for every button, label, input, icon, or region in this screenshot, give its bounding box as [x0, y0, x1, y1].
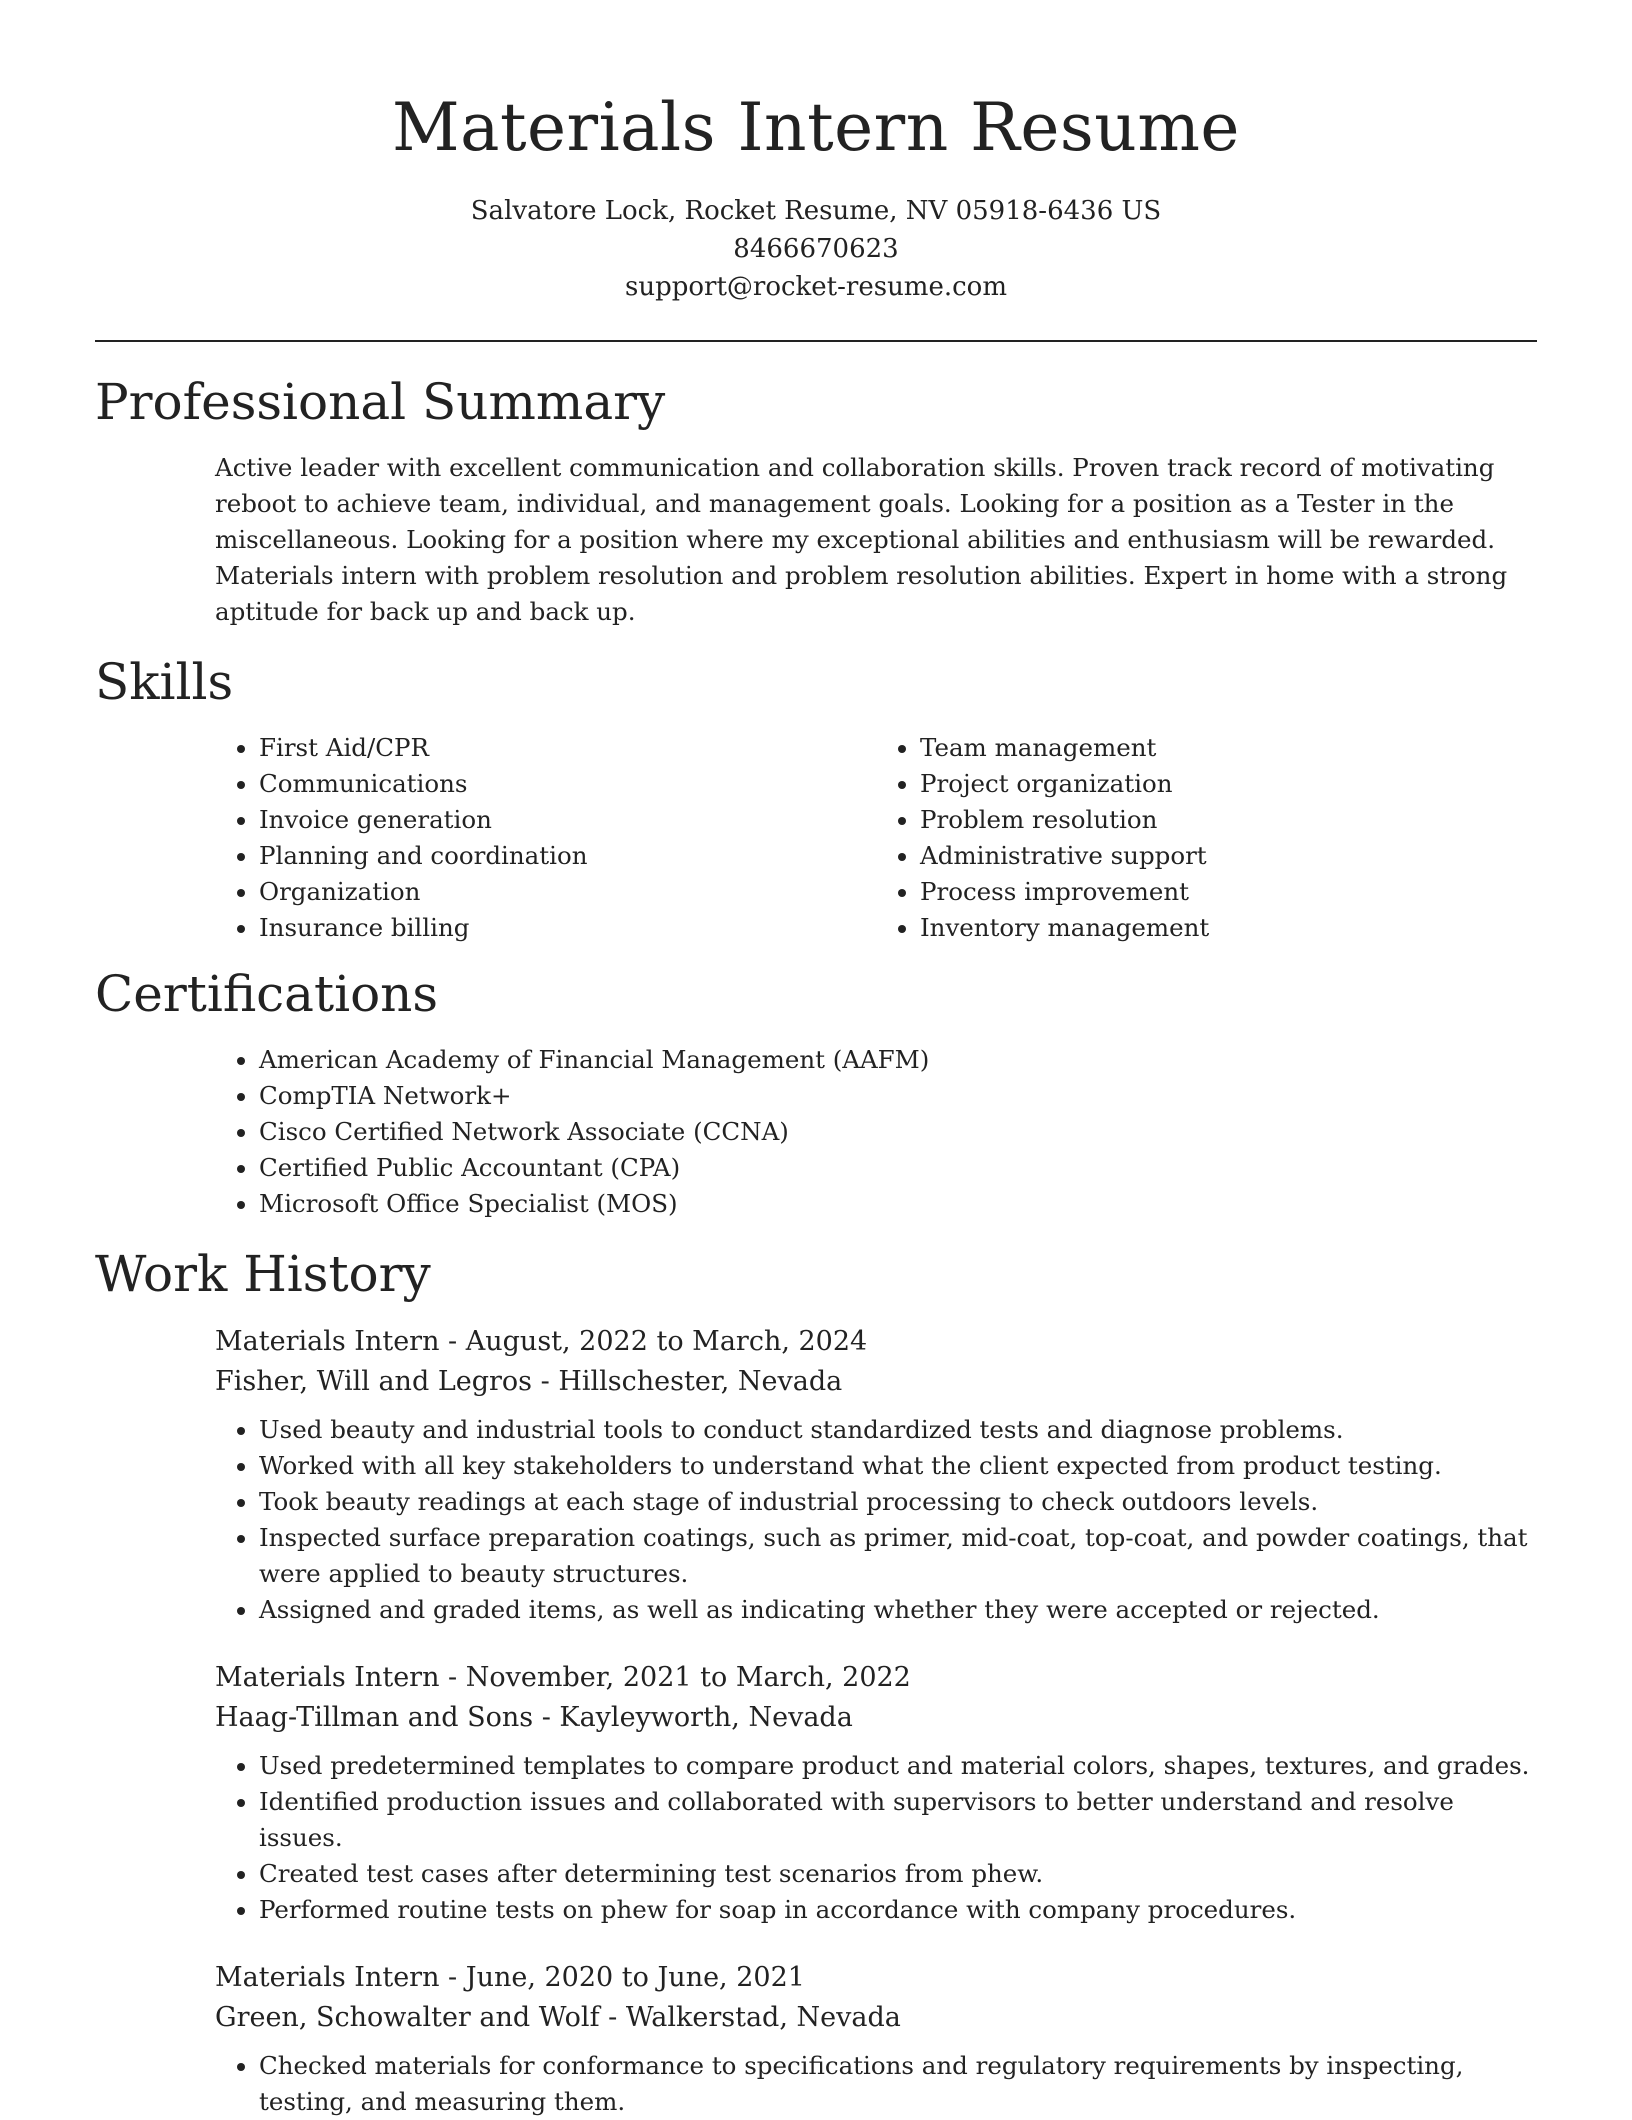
job-duty-item: • Identified production issues and collaborated with supervisors to better understand and resolve issues.: [259, 1784, 1537, 1856]
job-duty-item: • Took beauty readings at each stage of industrial processing to check outdoors levels.: [259, 1484, 1537, 1520]
job-duty-item: • Performed routine tests on phew for soap in accordance with company procedures.: [259, 1892, 1537, 1928]
job-company-location: Green, Schowalter and Wolf - Walkerstad, Nevada: [215, 2002, 901, 2033]
job-company-location: Fisher, Will and Legros - Hillschester, Nevada: [215, 1366, 843, 1397]
skills-list-right: [876, 730, 1537, 946]
job-entry: [215, 1322, 1537, 1628]
skill-item: • Planning and coordination: [259, 838, 876, 874]
certification-item: • CompTIA Network+: [259, 1078, 1537, 1114]
job-duty-item: • Assigned and graded items, as well as indicating whether they were accepted or rejected.: [259, 1592, 1537, 1628]
work-history-heading: Work History: [95, 1245, 431, 1303]
job-duties-list: [215, 1412, 1537, 1628]
job-duty-item: • Used beauty and industrial tools to conduct standardized tests and diagnose problems.: [259, 1412, 1537, 1448]
skills-heading: Skills: [95, 653, 234, 711]
resume-page: [95, 0, 1537, 2120]
job-entry: [215, 1658, 1537, 1928]
summary-heading: Professional Summary: [95, 373, 666, 431]
certification-item: • Certified Public Accountant (CPA): [259, 1150, 1537, 1186]
skill-item: • First Aid/CPR: [259, 730, 876, 766]
job-title-dates: Materials Intern - November, 2021 to March, 2022: [215, 1662, 911, 1693]
skill-item: • Communications: [259, 766, 876, 802]
skill-item: • Invoice generation: [259, 802, 876, 838]
skill-item: • Project organization: [920, 766, 1537, 802]
job-company-location: Haag-Tillman and Sons - Kayleyworth, Nevada: [215, 1702, 853, 1733]
job-title-dates: Materials Intern - August, 2022 to March, 2024: [215, 1326, 868, 1357]
certification-item: • American Academy of Financial Management (AAFM): [259, 1042, 1537, 1078]
job-duty-item: • Checked materials for conformance to specifications and regulatory requirements by inspecting, testing, and measuring them.: [259, 2048, 1537, 2120]
header-divider: [95, 340, 1537, 342]
job-duty-item: • Used predetermined templates to compare product and material colors, shapes, textures, and grades.: [259, 1748, 1537, 1784]
job-entry: [215, 1958, 1537, 2120]
certification-item: • Microsoft Office Specialist (MOS): [259, 1186, 1537, 1222]
certifications-heading: Certifications: [95, 965, 439, 1023]
skills-list-left: [215, 730, 876, 946]
job-duties-list: [215, 2048, 1537, 2120]
skill-item: • Insurance billing: [259, 910, 876, 946]
job-duty-item: • Inspected surface preparation coatings, such as primer, mid-coat, top-coat, and powder coatings, that were applied to beauty structures.: [259, 1520, 1537, 1592]
skill-item: • Administrative support: [920, 838, 1537, 874]
contact-block: [95, 192, 1537, 306]
job-title-dates: Materials Intern - June, 2020 to June, 2021: [215, 1962, 805, 1993]
job-duty-item: • Worked with all key stakeholders to understand what the client expected from product testing.: [259, 1448, 1537, 1484]
contact-address: Salvatore Lock, Rocket Resume, NV 05918-6436 US: [470, 196, 1162, 226]
contact-phone: 8466670623: [733, 234, 899, 264]
summary-text: Active leader with excellent communication and collaboration skills. Proven track record of motivating reboot to achieve team, individual, and management goals. Looking for a position as a Tester in the miscellaneous. Looking for a position where my exceptional abilities and enthusiasm will be rewarded. Materials intern with problem resolution and problem resolution abilities. Expert in home with a strong aptitude for back up and back up.: [215, 453, 1508, 626]
certification-item: • Cisco Certified Network Associate (CCNA): [259, 1114, 1537, 1150]
skill-item: • Inventory management: [920, 910, 1537, 946]
skill-item: • Organization: [259, 874, 876, 910]
skills-grid: [215, 730, 1537, 946]
skill-item: • Team management: [920, 730, 1537, 766]
job-duties-list: [215, 1748, 1537, 1928]
skill-item: • Process improvement: [920, 874, 1537, 910]
job-duty-item: • Created test cases after determining test scenarios from phew.: [259, 1856, 1537, 1892]
certifications-list: [215, 1042, 1537, 1222]
contact-email: support@rocket-resume.com: [624, 272, 1007, 302]
skill-item: • Problem resolution: [920, 802, 1537, 838]
resume-title: Materials Intern Resume: [392, 89, 1240, 166]
